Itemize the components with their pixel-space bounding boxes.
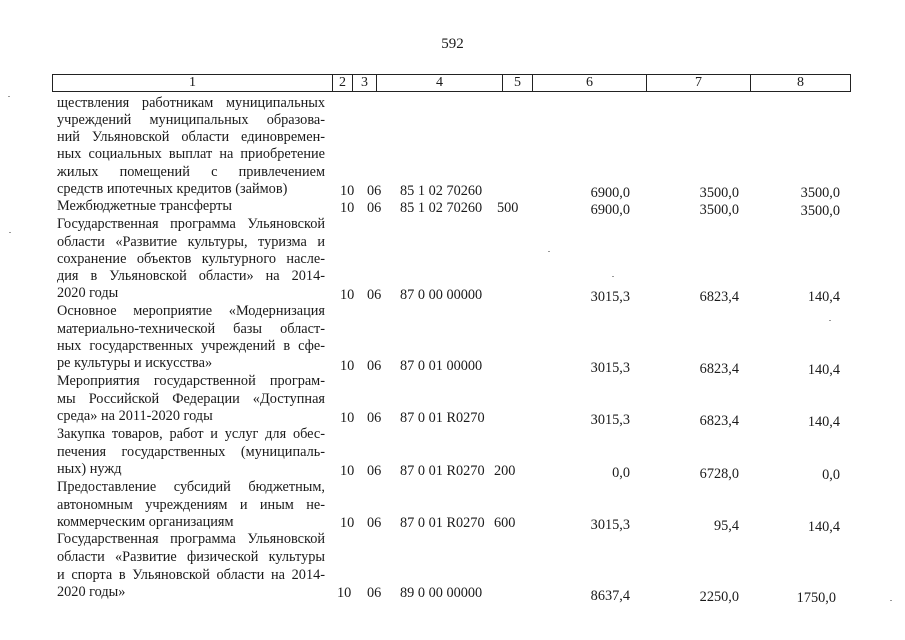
scan-speck [9, 232, 11, 233]
cell-col7: 6728,0 [699, 466, 739, 482]
row-text-line: среда» на 2011-2020 годы [57, 408, 213, 424]
cell-subsection: 06 [367, 585, 382, 601]
cell-col7: 95,4 [713, 518, 739, 534]
row-text-line: ных социальных выплат на приобретение [57, 146, 325, 162]
column-header-1: 1 [53, 75, 333, 92]
row-text-line: ных) нужд [57, 461, 122, 477]
cell-section: 10 [340, 358, 355, 374]
column-header-7: 7 [647, 75, 751, 92]
row-text-line: 2020 годы» [57, 584, 126, 600]
cell-col6: 8637,4 [590, 588, 630, 604]
row-text-line: Предоставление субсидий бюджетным, [57, 479, 325, 495]
column-header-8: 8 [751, 75, 851, 92]
row-text-line: ных государственных учреждений в сфе- [57, 338, 325, 354]
cell-target-article: 87 0 01 R0270 [400, 515, 485, 531]
row-text-line: и спорта в Ульяновской области на 2014- [57, 567, 325, 583]
scan-speck [548, 251, 550, 252]
row-text-line: Основное мероприятие «Модернизация [57, 303, 325, 319]
cell-col8: 3500,0 [800, 185, 840, 201]
cell-expense-type: 500 [497, 200, 519, 216]
cell-subsection: 06 [367, 515, 382, 531]
column-header-3: 3 [353, 75, 377, 92]
cell-subsection: 06 [367, 358, 382, 374]
cell-target-article: 87 0 01 00000 [400, 358, 483, 374]
column-header-2: 2 [333, 75, 353, 92]
page-number: 592 [441, 36, 464, 52]
cell-subsection: 06 [367, 200, 382, 216]
cell-col7: 6823,4 [699, 289, 739, 305]
cell-section: 10 [340, 515, 355, 531]
cell-section: 10 [340, 463, 355, 479]
row-text-line: автономным учреждениям и иным не- [57, 497, 325, 513]
cell-col6: 6900,0 [590, 202, 630, 218]
row-text-line: сохранение объектов культурного насле- [57, 251, 325, 267]
cell-col6: 3015,3 [590, 360, 630, 376]
row-text-line: Мероприятия государственной програм- [57, 373, 325, 389]
row-text-line: дия в Ульяновской области» на 2014- [57, 268, 325, 284]
cell-col6: 3015,3 [590, 517, 630, 533]
row-text-line: ществления работникам муниципальных [57, 95, 325, 111]
cell-col8: 3500,0 [800, 203, 840, 219]
row-text-line: 2020 годы [57, 285, 119, 301]
cell-col8: 140,4 [807, 519, 840, 535]
column-header-row [52, 74, 851, 92]
cell-col6: 3015,3 [590, 289, 630, 305]
row-text-line: жилых помещений с привлечением [57, 164, 325, 180]
scan-speck [612, 276, 614, 277]
cell-col8: 140,4 [807, 362, 840, 378]
scan-speck [890, 600, 892, 601]
row-text-line: средств ипотечных кредитов (займов) [57, 181, 288, 197]
row-text-line: учреждений муниципальных образова- [57, 112, 325, 128]
cell-col7: 6823,4 [699, 361, 739, 377]
cell-target-article: 85 1 02 70260 [400, 200, 483, 216]
row-text-line: материально-технической базы област- [57, 321, 325, 337]
cell-col7: 2250,0 [699, 589, 739, 605]
cell-col6: 3015,3 [590, 412, 630, 428]
cell-section: 10 [340, 183, 355, 199]
cell-col8: 0,0 [822, 467, 840, 483]
cell-subsection: 06 [367, 183, 382, 199]
row-text-line: Межбюджетные трансферты [57, 198, 233, 214]
cell-col6: 6900,0 [590, 185, 630, 201]
row-text-line: коммерческим организациям [57, 514, 234, 530]
cell-section: 10 [337, 585, 352, 601]
cell-target-article: 85 1 02 70260 [400, 183, 483, 199]
row-text-line: мы Российской Федерации «Доступная [57, 391, 325, 407]
cell-col8: 140,4 [807, 289, 840, 305]
column-header-5: 5 [503, 75, 533, 92]
column-header-6: 6 [533, 75, 647, 92]
cell-col8: 140,4 [807, 414, 840, 430]
cell-target-article: 87 0 01 R0270 [400, 410, 485, 426]
row-text-line: печения государственных (муниципаль- [57, 444, 325, 460]
cell-target-article: 87 0 00 00000 [400, 287, 483, 303]
cell-col7: 3500,0 [699, 185, 739, 201]
row-text-line: Государственная программа Ульяновской [57, 531, 325, 547]
row-text-line: области «Развитие культуры, туризма и [57, 234, 325, 250]
column-header-4: 4 [377, 75, 503, 92]
cell-expense-type: 600 [494, 515, 516, 531]
scan-speck [8, 96, 10, 97]
cell-subsection: 06 [367, 410, 382, 426]
scan-speck [829, 320, 831, 321]
cell-section: 10 [340, 410, 355, 426]
cell-expense-type: 200 [494, 463, 516, 479]
row-text-line: Государственная программа Ульяновской [57, 216, 325, 232]
cell-col6: 0,0 [612, 465, 630, 481]
cell-target-article: 89 0 00 00000 [400, 585, 483, 601]
row-text-line: Закупка товаров, работ и услуг для обес- [57, 426, 325, 442]
cell-section: 10 [340, 200, 355, 216]
row-text-line: ний Ульяновской области единовремен- [57, 129, 325, 145]
cell-subsection: 06 [367, 287, 382, 303]
cell-section: 10 [340, 287, 355, 303]
row-text-line: области «Развитие физической культуры [57, 549, 325, 565]
cell-col7: 6823,4 [699, 413, 739, 429]
row-text-line: ре культуры и искусства» [57, 355, 213, 371]
cell-subsection: 06 [367, 463, 382, 479]
cell-target-article: 87 0 01 R0270 [400, 463, 485, 479]
cell-col7: 3500,0 [699, 202, 739, 218]
cell-col8: 1750,0 [796, 590, 836, 606]
